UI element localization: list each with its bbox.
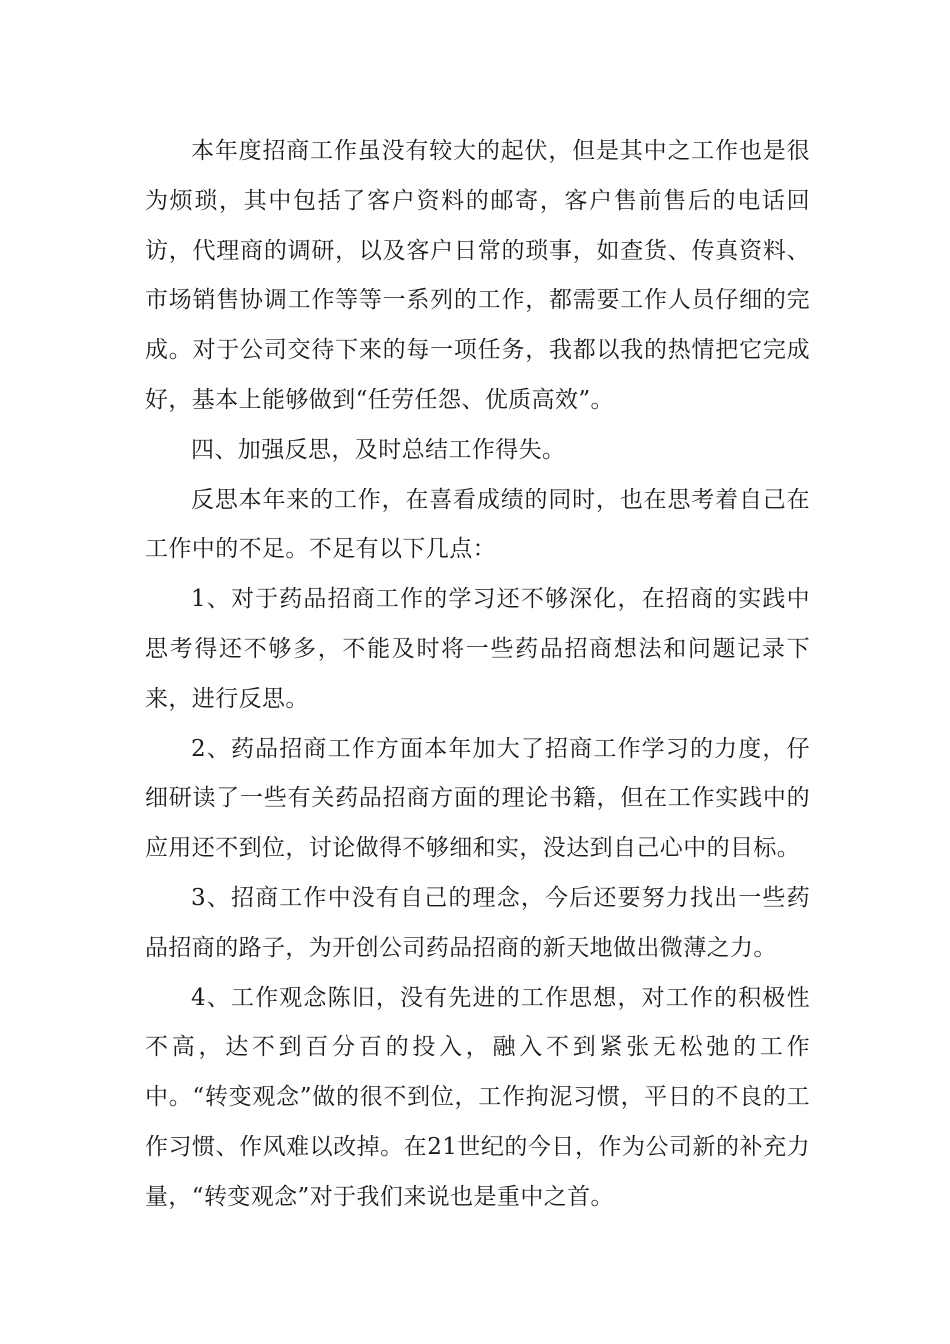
paragraph-reflection-intro: 反思本年来的工作，在喜看成绩的同时，也在思考着自己在工作中的不足。不足有以下几点： xyxy=(145,486,810,563)
paragraph-section-heading-reflection: 四、加强反思，及时总结工作得失。 xyxy=(191,436,566,463)
paragraph-shortcoming-1: 1、对于药品招商工作的学习还不够深化，在招商的实践中思考得还不够多，不能及时将一些药品招商想法和问题记录下来，进行反思。 xyxy=(145,586,810,712)
paragraph-shortcoming-4: 4、工作观念陈旧，没有先进的工作思想，对工作的积极性不高，达不到百分百的投入，融入不到紧张无松弛的工作中。“转变观念”做的很不到位，工作拘泥习惯，平日的不良的工作习惯、作风难以改掉。在21世纪的今日，作为公司新的补充力量，“转变观念”对于我们来说也是重中之首。 xyxy=(145,984,810,1210)
document-body xyxy=(145,127,810,1223)
paragraph-workload: 本年度招商工作虽没有较大的起伏，但是其中之工作也是很为烦琐，其中包括了客户资料的邮寄，客户售前售后的电话回访，代理商的调研，以及客户日常的琐事，如查货、传真资料、市场销售协调工作等等一系列的工作，都需要工作人员仔细的完成。对于公司交待下来的每一项任务，我都以我的热情把它完成好，基本上能够做到“任劳任怨、优质高效”。 xyxy=(145,138,810,413)
paragraph-shortcoming-3: 3、招商工作中没有自己的理念，今后还要努力找出一些药品招商的路子，为开创公司药品招商的新天地做出微薄之力。 xyxy=(145,884,810,961)
paragraph-shortcoming-2: 2、药品招商工作方面本年加大了招商工作学习的力度，仔细研读了一些有关药品招商方面的理论书籍，但在工作实践中的应用还不到位，讨论做得不够细和实，没达到自己心中的目标。 xyxy=(145,735,810,862)
